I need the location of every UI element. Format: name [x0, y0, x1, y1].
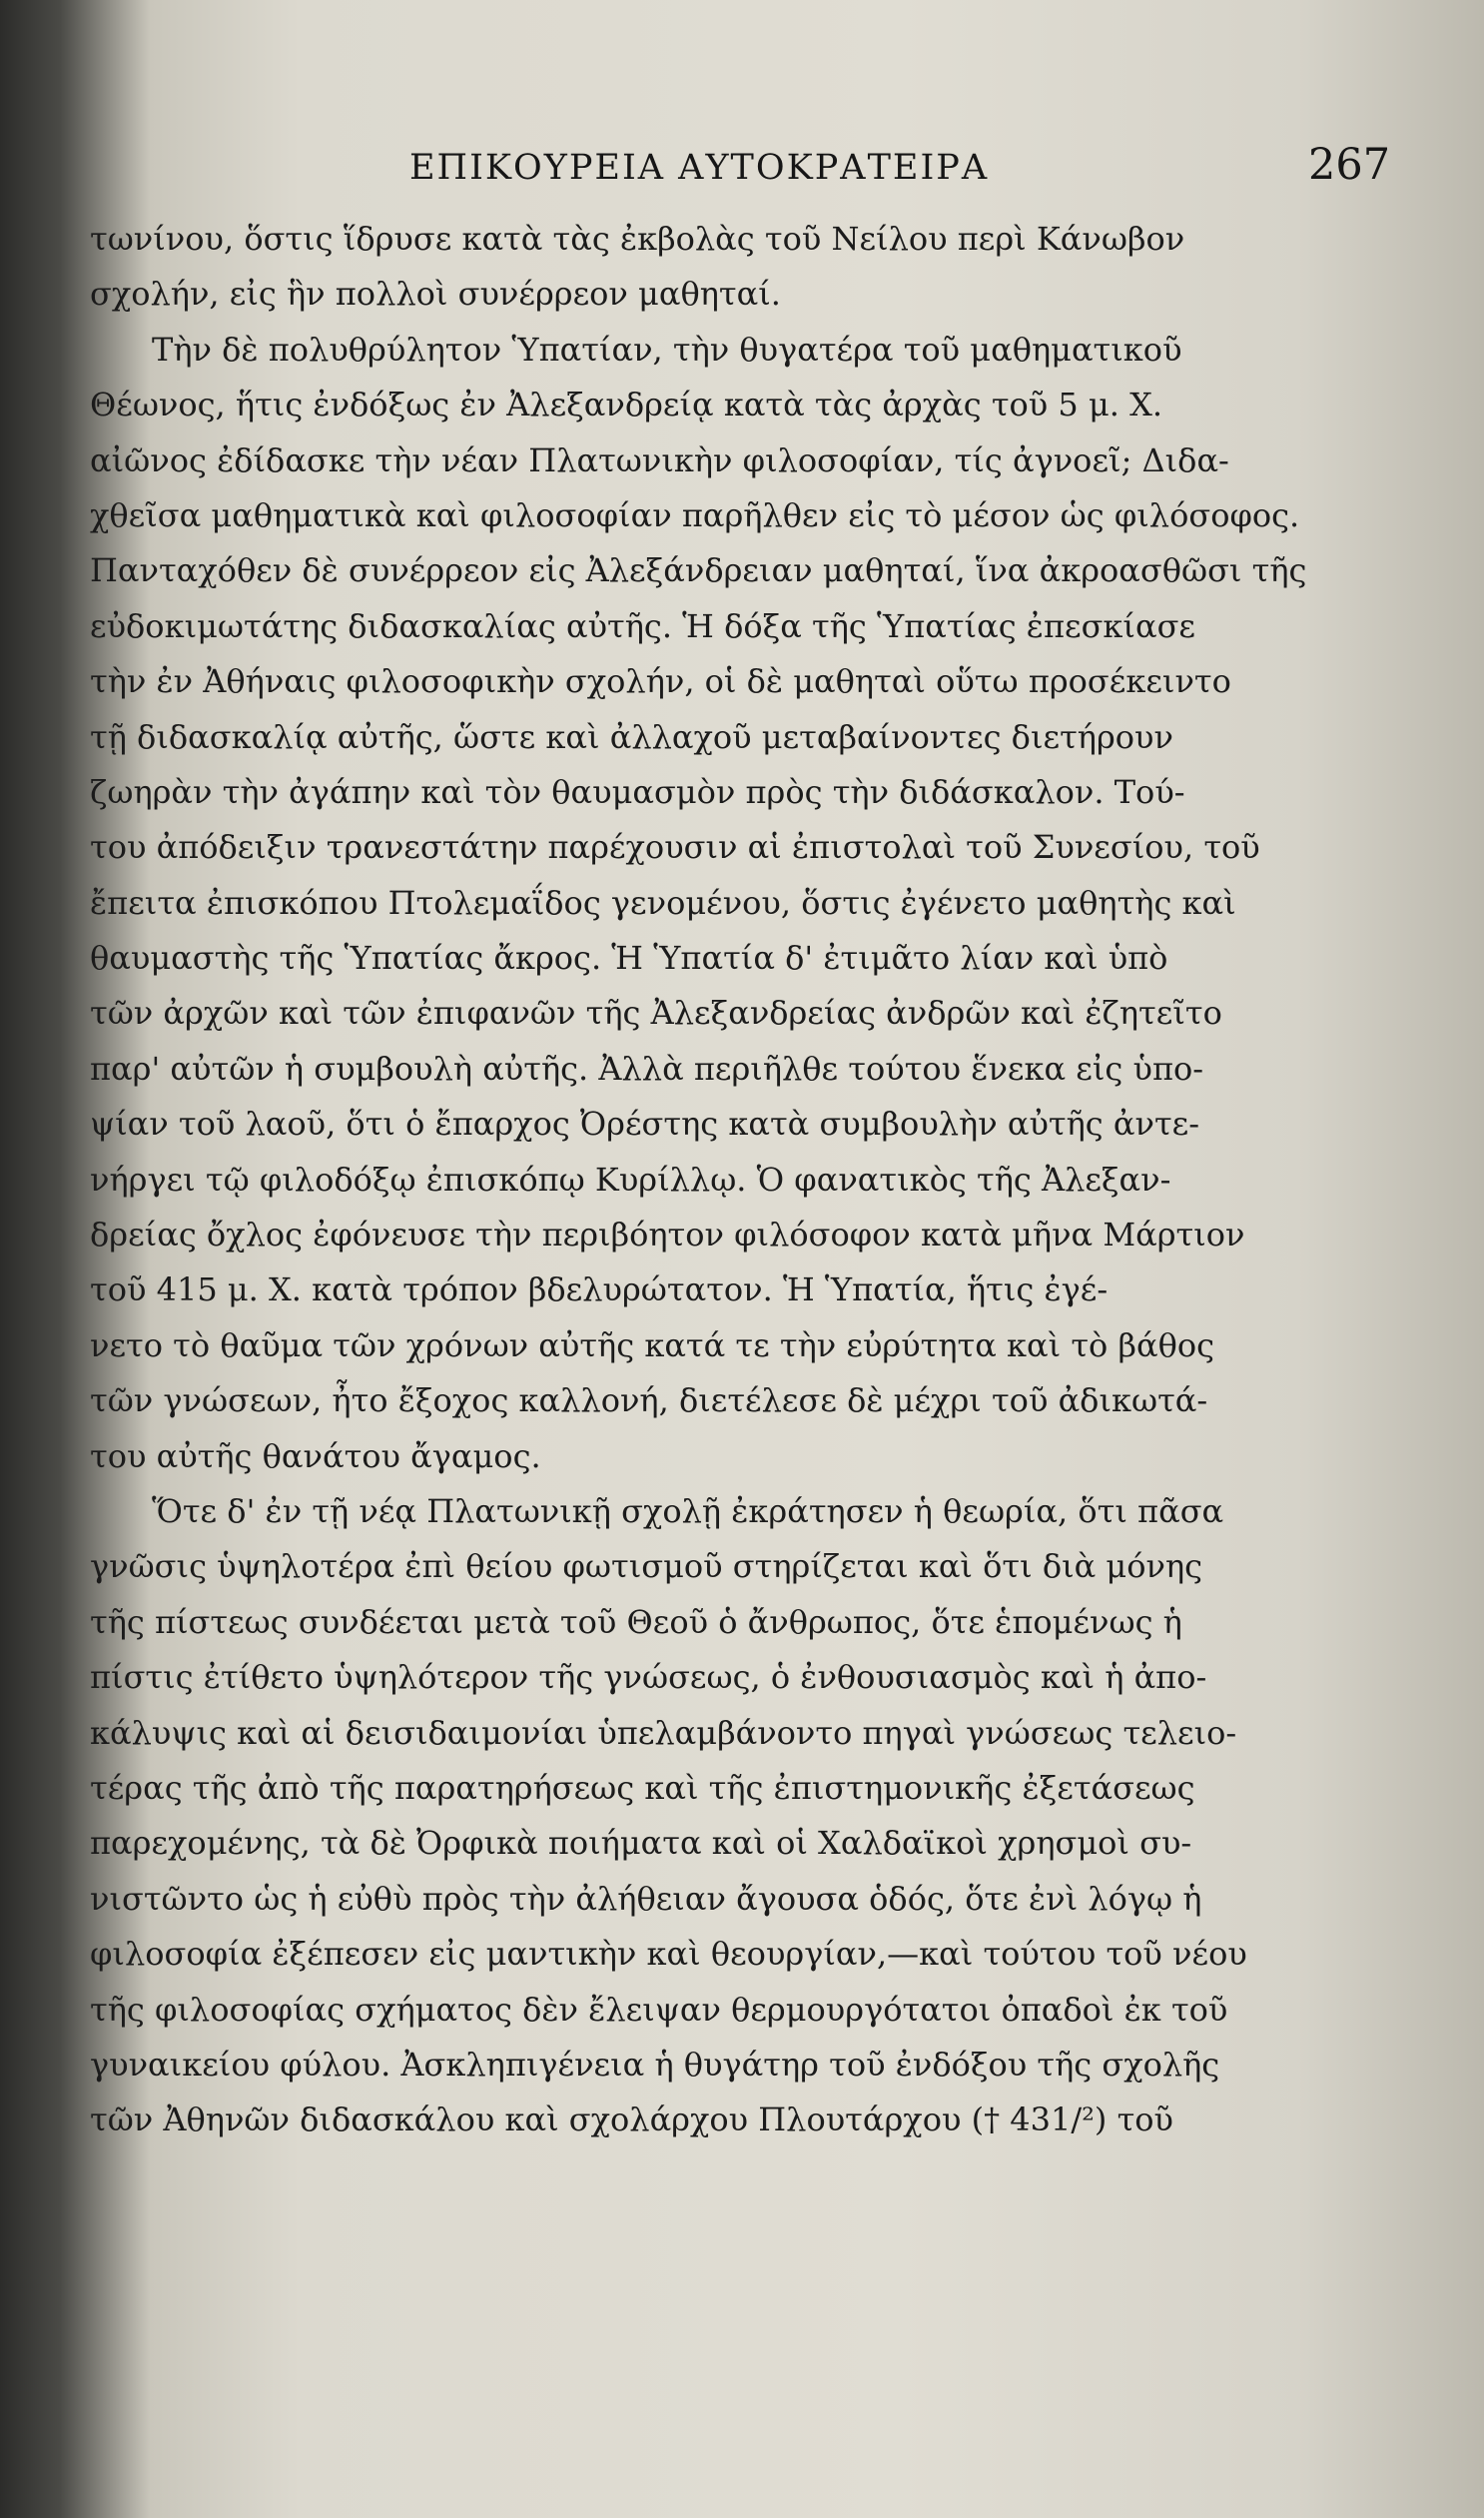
page-header [0, 140, 1484, 208]
text-line: του ἀπόδειξιν τρανεστάτην παρέχουσιν αἱ ἐπιστολαὶ τοῦ Συνεσίου, τοῦ [90, 828, 1260, 867]
text-line: σχολήν, εἰς ἣν πολλοὶ συνέρρεον μαθηταί. [90, 275, 781, 314]
text-line: τῆς φιλοσοφίας σχήματος δὲν ἔλειψαν θερμουργότατοι ὀπαδοὶ ἐκ τοῦ [90, 1990, 1228, 2029]
text-line: Θέωνος, ἥτις ἐνδόξως ἐν Ἀλεξανδρείᾳ κατὰ τὰς ἀρχὰς τοῦ 5 μ. Χ. [90, 386, 1163, 424]
text-line: χθεῖσα μαθηματικὰ καὶ φιλοσοφίαν παρῆλθεν εἰς τὸ μέσον ὡς φιλόσοφος. [90, 495, 1300, 534]
text-line: νετο τὸ θαῦμα τῶν χρόνων αὐτῆς κατά τε τὴν εὐρύτητα καὶ τὸ βάθος [90, 1325, 1215, 1364]
text-line: τῶν ἀρχῶν καὶ τῶν ἐπιφανῶν τῆς Ἀλεξανδρείας ἀνδρῶν καὶ ἐζητεῖτο [90, 994, 1222, 1033]
text-line: ζωηρὰν τὴν ἀγάπην καὶ τὸν θαυμασμὸν πρὸς τὴν διδάσκαλον. Τού- [90, 772, 1185, 811]
text-line: ψίαν τοῦ λαοῦ, ὅτι ὁ ἔπαρχος Ὀρέστης κατὰ συμβουλὴν αὐτῆς ἀντε- [90, 1105, 1200, 1144]
text-line: τοῦ 415 μ. Χ. κατὰ τρόπον βδελυρώτατον. Ἡ Ὑπατία, ἥτις ἐγέ- [90, 1270, 1109, 1309]
text-line: τέρας τῆς ἀπὸ τῆς παρατηρήσεως καὶ τῆς ἐπιστημονικῆς ἐξετάσεως [90, 1768, 1195, 1807]
text-line: του αὐτῆς θανάτου ἄγαμος. [90, 1436, 541, 1475]
text-line: τὴν ἐν Ἀθήναις φιλοσοφικὴν σχολήν, οἱ δὲ μαθηταὶ οὕτω προσέκειντο [90, 662, 1231, 701]
body-text [90, 212, 1388, 2148]
text-line: εὐδοκιμωτάτης διδασκαλίας αὐτῆς. Ἡ δόξα τῆς Ὑπατίας ἐπεσκίασε [90, 606, 1195, 645]
text-line: παρεχομένης, τὰ δὲ Ὀρφικὰ ποιήματα καὶ οἱ Χαλδαϊκοὶ χρησμοὶ συ- [90, 1824, 1192, 1863]
text-line: δρείας ὄχλος ἐφόνευσε τὴν περιβόητον φιλόσοφον κατὰ μῆνα Μάρτιον [90, 1216, 1245, 1255]
page-number: 267 [1308, 140, 1391, 190]
text-line: γυναικείου φύλου. Ἀσκληπιγένεια ἡ θυγάτηρ τοῦ ἐνδόξου τῆς σχολῆς [90, 2045, 1220, 2084]
text-line: αἰῶνος ἐδίδασκε τὴν νέαν Πλατωνικὴν φιλοσοφίαν, τίς ἀγνοεῖ; Διδα- [90, 440, 1229, 479]
text-line: τῇ διδασκαλίᾳ αὐτῆς, ὥστε καὶ ἀλλαχοῦ μεταβαίνοντες διετήρουν [90, 717, 1173, 756]
text-line: πίστις ἐτίθετο ὑψηλότερον τῆς γνώσεως, ὁ ἐνθουσιασμὸς καὶ ἡ ἀπο- [90, 1658, 1207, 1697]
text-line: θαυμαστὴς τῆς Ὑπατίας ἄκρος. Ἡ Ὑπατία δ' ἐτιμᾶτο λίαν καὶ ὑπὸ [90, 939, 1168, 978]
text-line: τῶν Ἀθηνῶν διδασκάλου καὶ σχολάρχου Πλουτάρχου († 431/²) τοῦ [90, 2100, 1173, 2139]
text-line: Ὅτε δ' ἐν τῇ νέᾳ Πλατωνικῇ σχολῇ ἐκράτησεν ἡ θεωρία, ὅτι πᾶσα [152, 1491, 1224, 1530]
text-line: τῆς πίστεως συνδέεται μετὰ τοῦ Θεοῦ ὁ ἄνθρωπος, ὅτε ἑπομένως ἡ [90, 1602, 1182, 1641]
text-line: νήργει τῷ φιλοδόξῳ ἐπισκόπῳ Κυρίλλῳ. Ὁ φανατικὸς τῆς Ἀλεξαν- [90, 1160, 1171, 1199]
text-line: Τὴν δὲ πολυθρύλητον Ὑπατίαν, τὴν θυγατέρα τοῦ μαθηματικοῦ [152, 330, 1182, 369]
text-line: ἔπειτα ἐπισκόπου Πτολεμαΐδος γενομένου, ὅστις ἐγένετο μαθητὴς καὶ [90, 883, 1236, 922]
text-line: γνῶσις ὑψηλοτέρα ἐπὶ θείου φωτισμοῦ στηρίζεται καὶ ὅτι διὰ μόνης [90, 1547, 1203, 1586]
text-line: κάλυψις καὶ αἱ δεισιδαιμονίαι ὑπελαμβάνοντο πηγαὶ γνώσεως τελειο- [90, 1713, 1237, 1752]
running-title: ΕΠΙΚΟΥΡΕΙΑ ΑΥΤΟΚΡΑΤΕΙΡΑ [409, 148, 990, 188]
text-line: νιστῶντο ὡς ἡ εὐθὺ πρὸς τὴν ἀλήθειαν ἄγουσα ὁδός, ὅτε ἐνὶ λόγῳ ἡ [90, 1879, 1202, 1918]
text-line: τωνίνου, ὅστις ἵδρυσε κατὰ τὰς ἐκβολὰς τοῦ Νείλου περὶ Κάνωβον [90, 220, 1185, 258]
text-line: παρ' αὐτῶν ἡ συμβουλὴ αὐτῆς. Ἀλλὰ περιῆλθε τούτου ἕνεκα εἰς ὑπο- [90, 1049, 1204, 1088]
text-line: Πανταχόθεν δὲ συνέρρεον εἰς Ἀλεξάνδρειαν μαθηταί, ἵνα ἀκροασθῶσι τῆς [90, 551, 1307, 590]
text-line: φιλοσοφία ἐξέπεσεν εἰς μαντικὴν καὶ θεουργίαν,—καὶ τούτου τοῦ νέου [90, 1935, 1247, 1974]
text-line: τῶν γνώσεων, ἦτο ἔξοχος καλλονή, διετέλεσε δὲ μέχρι τοῦ ἀδικωτά- [90, 1381, 1208, 1420]
